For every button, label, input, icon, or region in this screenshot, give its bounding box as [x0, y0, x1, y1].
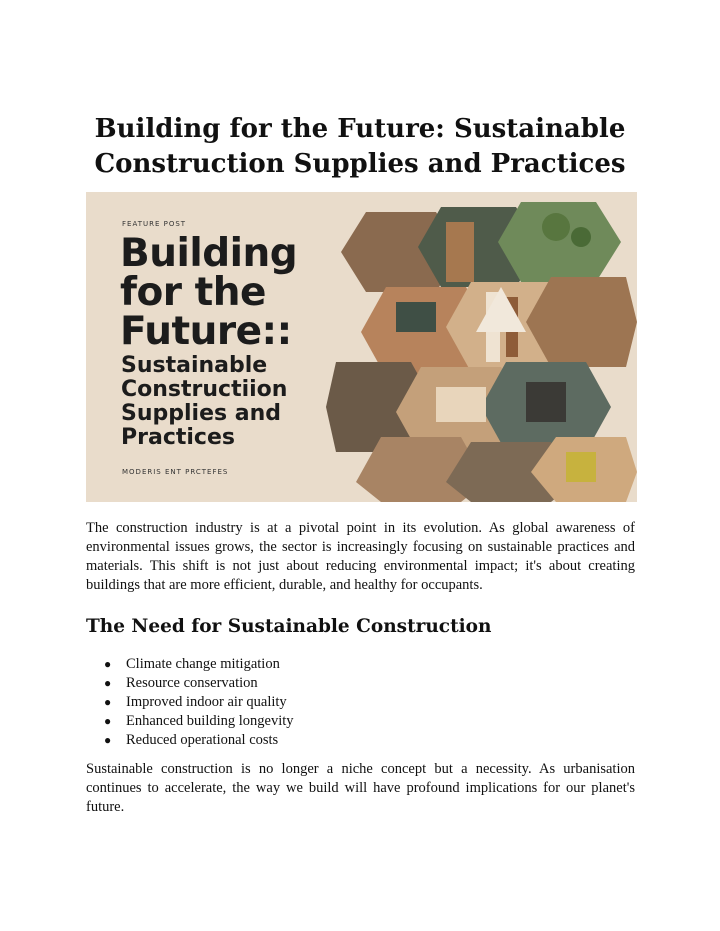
list-item: ● Resource conservation — [104, 675, 258, 691]
hero-subtitle-line: Constructiion — [121, 377, 288, 402]
list-item: ● Improved indoor air quality — [104, 694, 287, 710]
bullet-icon: ● — [104, 657, 112, 671]
bullet-icon: ● — [104, 676, 112, 690]
hero-title — [120, 231, 298, 354]
hero-subtitle-line: Sustainable — [121, 353, 268, 378]
section-heading: The Need for Sustainable Construction — [86, 616, 492, 637]
hero-kicker: FEATURE POST — [122, 220, 187, 228]
bullet-icon: ● — [104, 733, 112, 747]
hero-subtitle-line: Practices — [121, 425, 235, 450]
hero-subtitle-line: Supplies and — [121, 401, 282, 426]
hero-subtitle — [121, 354, 287, 450]
bullet-list — [104, 655, 294, 750]
bullet-icon: ● — [104, 695, 112, 709]
intro-paragraph: The construction industry is at a pivotal point in its evolution. As global awareness of environmental issues grows, the sector is increasingly focusing on sustainable practices and materials. This shift is not just about reducing environmental impact; it's about creating buildings that are more efficient, durable, and healthy for occupants. — [86, 520, 635, 593]
hero-footer-text: MODERIS ENT PRCTEFES — [122, 468, 229, 476]
hero-image — [86, 192, 637, 502]
document-title: Building for the Future: Sustainable Construction Supplies and Practices — [94, 114, 626, 179]
list-item: ● Reduced operational costs — [104, 732, 279, 748]
list-item: ● Enhanced building longevity — [104, 713, 294, 729]
hero-architecture-collage — [326, 192, 637, 502]
closing-paragraph: Sustainable construction is no longer a niche concept but a necessity. As urbanisation continues to accelerate, the way we build will have profound implications for our planet's future. — [86, 761, 635, 815]
hero-title-line: for the — [120, 270, 266, 315]
list-item: ● Climate change mitigation — [104, 656, 280, 672]
bullet-icon: ● — [104, 714, 112, 728]
hero-title-line: Future:: — [120, 309, 292, 354]
hero-title-line: Building — [120, 231, 298, 276]
